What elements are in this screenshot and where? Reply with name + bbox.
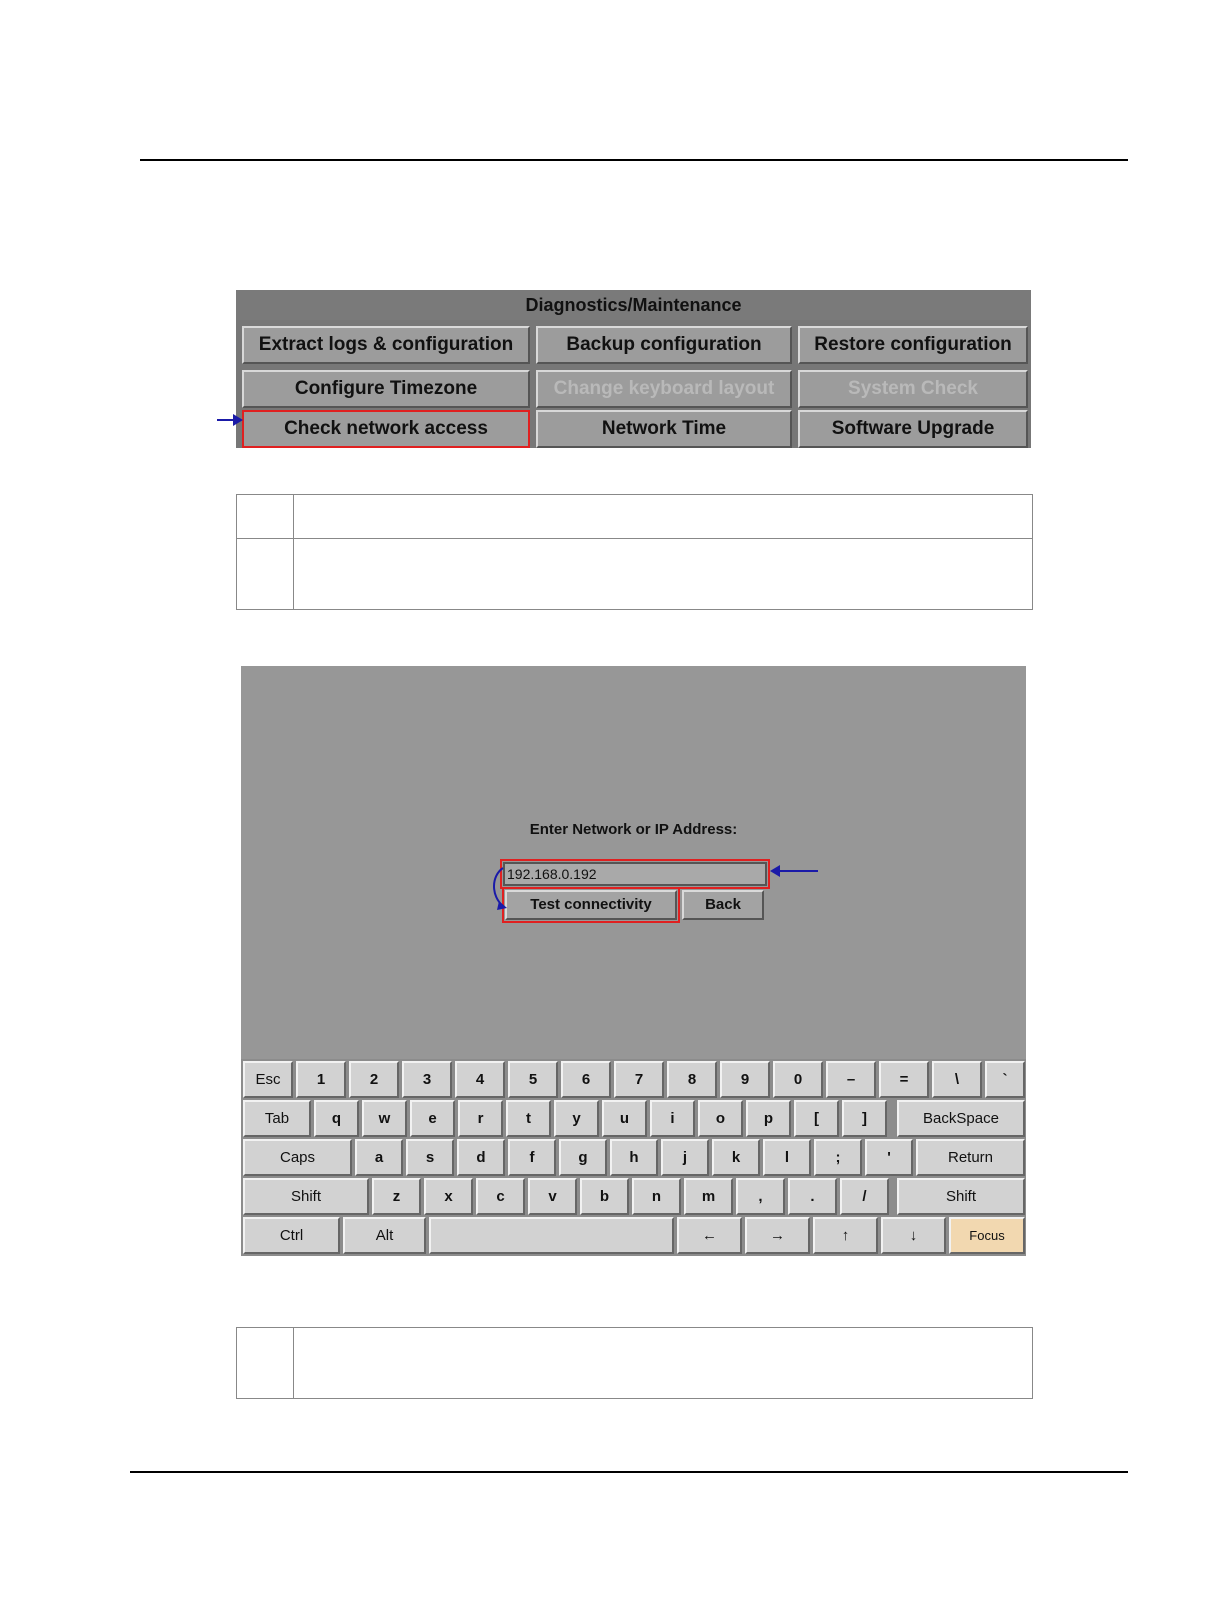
- steps-table: [236, 494, 1033, 610]
- key-backspace[interactable]: BackSpace: [897, 1100, 1025, 1137]
- curved-arrow-icon: [491, 866, 511, 916]
- key-shift-right[interactable]: Shift: [897, 1178, 1025, 1215]
- key-k[interactable]: k: [712, 1139, 760, 1176]
- key-6[interactable]: 6: [561, 1061, 611, 1098]
- key-s[interactable]: s: [406, 1139, 454, 1176]
- configure-timezone-button[interactable]: Configure Timezone: [242, 370, 530, 408]
- table-column-divider: [293, 495, 294, 609]
- key-quote[interactable]: ': [865, 1139, 913, 1176]
- key-z[interactable]: z: [372, 1178, 421, 1215]
- extract-logs-button[interactable]: Extract logs & configuration: [242, 326, 530, 364]
- key-a[interactable]: a: [355, 1139, 403, 1176]
- system-check-button[interactable]: System Check: [798, 370, 1028, 408]
- key-shift-left[interactable]: Shift: [243, 1178, 369, 1215]
- key-equals[interactable]: =: [879, 1061, 929, 1098]
- check-network-access-button[interactable]: Check network access: [242, 410, 530, 448]
- key-arrow-right[interactable]: →: [745, 1217, 810, 1254]
- key-l[interactable]: l: [763, 1139, 811, 1176]
- ip-address-input[interactable]: 192.168.0.192: [503, 862, 767, 886]
- change-keyboard-layout-button[interactable]: Change keyboard layout: [536, 370, 792, 408]
- key-p[interactable]: p: [746, 1100, 791, 1137]
- key-x[interactable]: x: [424, 1178, 473, 1215]
- key-1[interactable]: 1: [296, 1061, 346, 1098]
- key-4[interactable]: 4: [455, 1061, 505, 1098]
- network-time-button[interactable]: Network Time: [536, 410, 792, 448]
- key-left-bracket[interactable]: [: [794, 1100, 839, 1137]
- key-slash[interactable]: /: [840, 1178, 889, 1215]
- key-7[interactable]: 7: [614, 1061, 664, 1098]
- panel-title: Diagnostics/Maintenance: [236, 290, 1031, 320]
- key-v[interactable]: v: [528, 1178, 577, 1215]
- software-upgrade-button[interactable]: Software Upgrade: [798, 410, 1028, 448]
- header-rule: [140, 159, 1128, 161]
- network-test-screen: [241, 666, 1026, 1256]
- key-t[interactable]: t: [506, 1100, 551, 1137]
- test-connectivity-button[interactable]: Test connectivity: [505, 890, 677, 920]
- steps-table-2: [236, 1327, 1033, 1399]
- key-m[interactable]: m: [684, 1178, 733, 1215]
- key-b[interactable]: b: [580, 1178, 629, 1215]
- input-callout-arrow-icon: [772, 870, 818, 872]
- restore-configuration-button[interactable]: Restore configuration: [798, 326, 1028, 364]
- on-screen-keyboard: [241, 1059, 1026, 1256]
- key-minus[interactable]: –: [826, 1061, 876, 1098]
- key-5[interactable]: 5: [508, 1061, 558, 1098]
- diagnostics-panel: [236, 290, 1031, 448]
- key-arrow-left[interactable]: ←: [677, 1217, 742, 1254]
- key-f[interactable]: f: [508, 1139, 556, 1176]
- key-backslash[interactable]: \: [932, 1061, 982, 1098]
- key-9[interactable]: 9: [720, 1061, 770, 1098]
- key-ctrl[interactable]: Ctrl: [243, 1217, 340, 1254]
- key-focus[interactable]: Focus: [949, 1217, 1025, 1254]
- key-i[interactable]: i: [650, 1100, 695, 1137]
- callout-arrow-icon: [217, 419, 241, 421]
- key-g[interactable]: g: [559, 1139, 607, 1176]
- key-h[interactable]: h: [610, 1139, 658, 1176]
- key-return[interactable]: Return: [916, 1139, 1025, 1176]
- key-o[interactable]: o: [698, 1100, 743, 1137]
- ip-prompt-label: Enter Network or IP Address:: [529, 821, 738, 838]
- key-semicolon[interactable]: ;: [814, 1139, 862, 1176]
- key-period[interactable]: .: [788, 1178, 837, 1215]
- key-r[interactable]: r: [458, 1100, 503, 1137]
- table-row-divider: [237, 538, 1032, 539]
- key-w[interactable]: w: [362, 1100, 407, 1137]
- key-arrow-up[interactable]: ↑: [813, 1217, 878, 1254]
- key-caps[interactable]: Caps: [243, 1139, 352, 1176]
- key-e[interactable]: e: [410, 1100, 455, 1137]
- key-right-bracket[interactable]: ]: [842, 1100, 887, 1137]
- key-j[interactable]: j: [661, 1139, 709, 1176]
- backup-configuration-button[interactable]: Backup configuration: [536, 326, 792, 364]
- key-space[interactable]: [429, 1217, 674, 1254]
- back-button[interactable]: Back: [682, 890, 764, 920]
- key-esc[interactable]: Esc: [243, 1061, 293, 1098]
- key-8[interactable]: 8: [667, 1061, 717, 1098]
- key-comma[interactable]: ,: [736, 1178, 785, 1215]
- key-q[interactable]: q: [314, 1100, 359, 1137]
- footer-rule: [130, 1471, 1128, 1473]
- table-column-divider: [293, 1328, 294, 1398]
- key-c[interactable]: c: [476, 1178, 525, 1215]
- key-y[interactable]: y: [554, 1100, 599, 1137]
- key-3[interactable]: 3: [402, 1061, 452, 1098]
- key-d[interactable]: d: [457, 1139, 505, 1176]
- key-0[interactable]: 0: [773, 1061, 823, 1098]
- key-2[interactable]: 2: [349, 1061, 399, 1098]
- key-alt[interactable]: Alt: [343, 1217, 426, 1254]
- key-backtick[interactable]: `: [985, 1061, 1025, 1098]
- key-n[interactable]: n: [632, 1178, 681, 1215]
- key-u[interactable]: u: [602, 1100, 647, 1137]
- key-arrow-down[interactable]: ↓: [881, 1217, 946, 1254]
- key-tab[interactable]: Tab: [243, 1100, 311, 1137]
